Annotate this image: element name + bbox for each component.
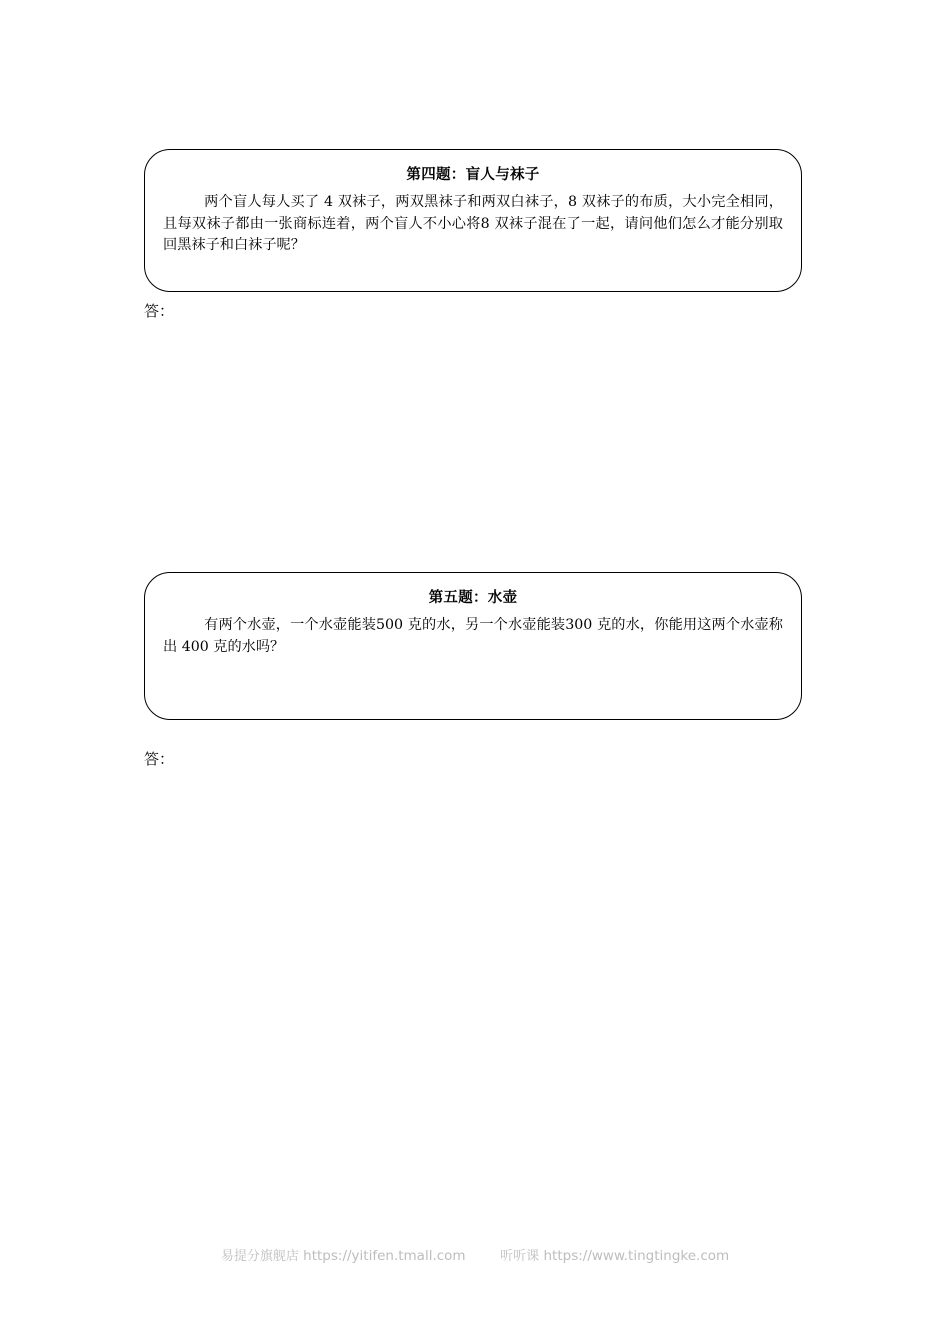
page-footer bbox=[0, 1246, 950, 1267]
answer-label: 答： bbox=[144, 302, 175, 320]
footer-store-name: 易提分旗舰店 bbox=[220, 1249, 299, 1264]
question-title: 第五题：水壶 bbox=[428, 590, 518, 606]
question-box-4 bbox=[144, 149, 802, 292]
footer-site-name: 听听课 bbox=[500, 1249, 540, 1264]
footer-store-link[interactable]: https://yitifen.tmall.com bbox=[303, 1248, 466, 1264]
question-text: 两个盲人每人买了 4 双袜子，两双黑袜子和两双白袜子，8 双袜子的布质，大小完全相同，且每双袜子都由一张商标连着，两个盲人不小心将8 双袜子混在了一起，请问他们怎么才能分别取回黑袜子和白袜子呢？ bbox=[163, 194, 783, 253]
footer-site-link[interactable]: https://www.tingtingke.com bbox=[543, 1248, 730, 1264]
question-box-5 bbox=[144, 572, 802, 720]
question-text: 有两个水壶，一个水壶能装500 克的水，另一个水壶能装300 克的水，你能用这两个水壶称出 400 克的水吗？ bbox=[163, 617, 783, 655]
answer-label: 答： bbox=[144, 750, 175, 768]
question-title: 第四题：盲人与袜子 bbox=[406, 167, 540, 183]
